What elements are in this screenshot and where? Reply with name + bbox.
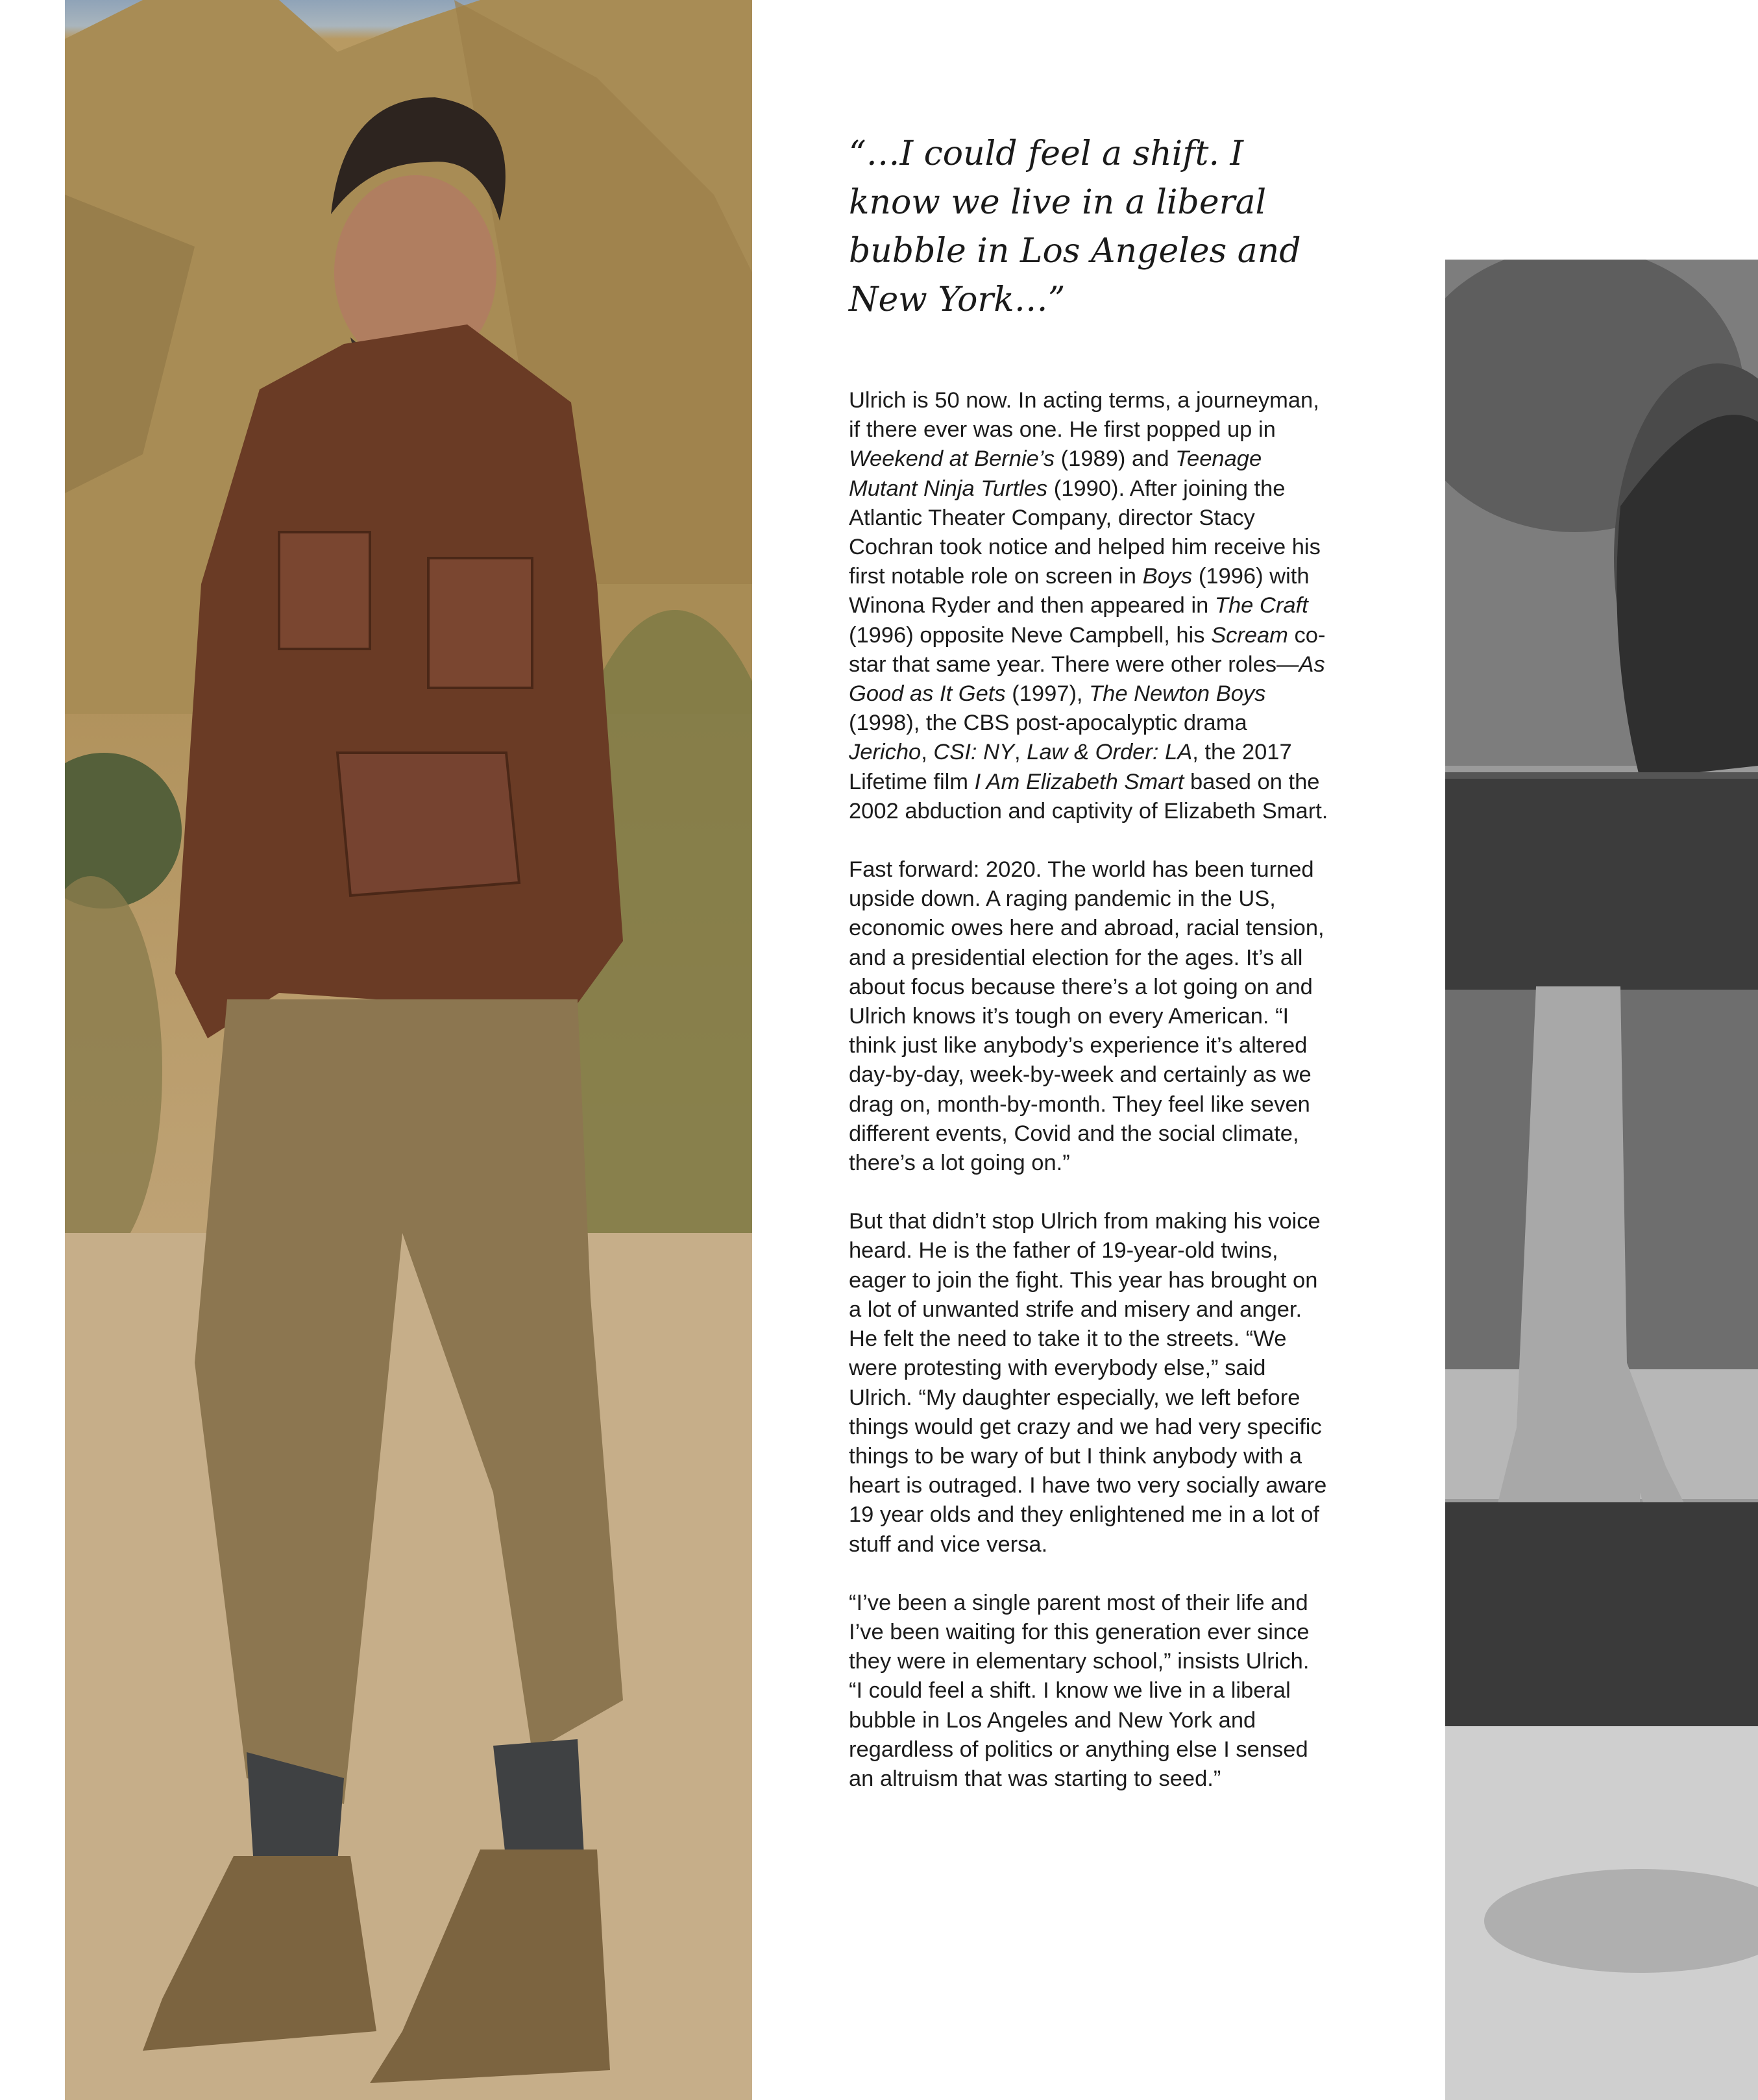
italic-title: Boys [1142, 564, 1193, 589]
photo-illustration-bw [1445, 260, 1758, 2100]
italic-title: I Am Elizabeth Smart [974, 769, 1184, 794]
italic-title: Jericho [849, 740, 922, 765]
text-run: (1989) and [1055, 446, 1176, 472]
photo-illustration [65, 0, 752, 2100]
article-body [849, 386, 1329, 1823]
text-run: Ulrich is 50 now. In acting terms, a journeyman, if there ever was one. He first popped up in [849, 388, 1319, 443]
italic-title: CSI: NY [933, 740, 1014, 765]
photo-man-leather-jacket [65, 0, 752, 2100]
italic-title: Scream [1211, 622, 1288, 648]
italic-title: Law & Order: LA [1027, 740, 1193, 765]
text-run: Fast forward: 2020. The world has been turned upside down. A raging pandemic in the US, economic owes here and abroad, racial tension, and a presidential election for the ages. It’s all about focus because there’s a lot going on and Ulrich knows it’s tough on every American. “I think just like anybody’s experience it’s altered day-by-day, week-by-week and certainly as we drag on, month-by-month. They feel like seven different events, Covid and the social climate, there’s a lot going on.” [849, 857, 1325, 1176]
article-paragraph [849, 386, 1329, 826]
text-run: But that didn’t stop Ulrich from making his voice heard. He is the father of 19-year-old twins, eager to join the fight. This year has brought on a lot of unwanted strife and misery and anger. He felt the need to take it to the streets. “We were protesting with everybody else,” said Ulrich. “My daughter especially, we left before things would get crazy and we had very specific things to be wary of but I think anybody with a heart is outraged. I have two very socially aware 19 year olds and they enlightened me in a lot of stuff and vice versa. [849, 1209, 1327, 1557]
text-run: (1996) opposite Neve Campbell, his [849, 622, 1212, 648]
italic-title: As Good as It Gets [849, 652, 1325, 707]
text-run: co-star that same year. There were other roles— [849, 622, 1326, 677]
text-run: , [1014, 740, 1027, 765]
text-run: (1996) with Winona Ryder and then appeared in [849, 564, 1310, 618]
photo-arm-on-fence [1445, 260, 1758, 2100]
text-run: , the 2017 Lifetime film [849, 740, 1292, 794]
italic-title: The Craft [1214, 593, 1308, 618]
text-run: (1990). After joining the Atlantic Theater Company, director Stacy Cochran took notice and helped him receive his first notable role on screen in [849, 476, 1321, 589]
text-run: based on the 2002 abduction and captivity of Elizabeth Smart. [849, 769, 1328, 824]
pull-quote: “…I could feel a shift. I know we live in a liberal bubble in Los Angeles and New York…” [849, 134, 1301, 319]
text-run: (1997), [1005, 681, 1090, 707]
italic-title: Teenage Mutant Ninja Turtles [849, 446, 1262, 501]
text-run: , [921, 740, 934, 765]
article-paragraph [849, 1207, 1329, 1559]
italic-title: Weekend at Bernie’s [849, 446, 1055, 472]
text-run: (1998), the CBS post-apocalyptic drama [849, 711, 1247, 736]
article-paragraph [849, 1589, 1329, 1794]
text-run: “I’ve been a single parent most of their life and I’ve been waiting for this generation ever since they were in elementary school,” insists Ulrich. “I could feel a shift. I know we live in a liberal bubble in Los Angeles and New York and regardless of politics or anything else I sensed an altruism that was starting to seed.” [849, 1590, 1310, 1791]
article-paragraph [849, 855, 1329, 1178]
italic-title: The Newton Boys [1089, 681, 1266, 707]
